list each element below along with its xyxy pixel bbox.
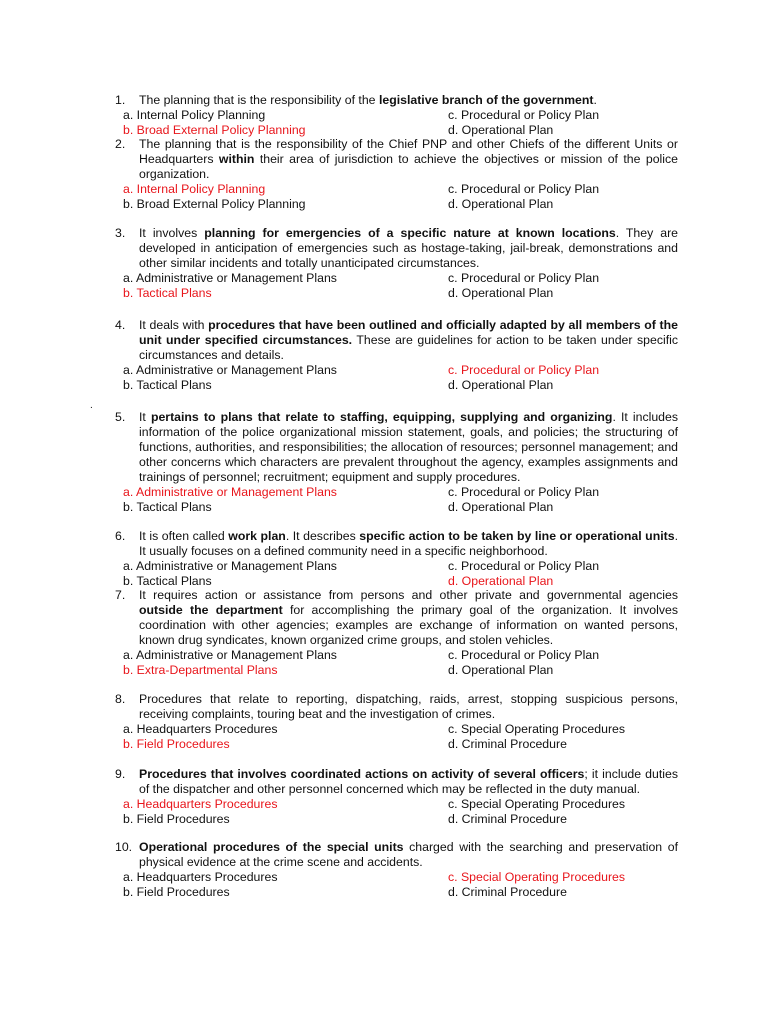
option-d: d. Operational Plan [448,123,554,137]
stem-text: It is often called [139,529,229,543]
option-c: c. Procedural or Policy Plan [448,648,600,662]
question-stem [139,137,678,182]
option-b: b. Tactical Plans [123,574,212,588]
option-d: d. Operational Plan [448,197,554,211]
question-number: 9. [115,767,126,781]
option-b: b. Field Procedures [123,885,230,899]
question-number: 6. [115,529,126,543]
question-7 [115,588,678,678]
stem-text: It deals with [139,318,209,332]
question-number: 2. [115,137,126,151]
stem-text: for accomplishing the primary goal of the organization. It involves coordination with other agencies; examples are exchange of information on wanted persons, known drug syndicates, known organized crime groups, and stolen vehicles. [139,603,678,647]
stem-text: The planning that is the responsibility of the Chief PNP and other Chiefs of the different Units or Headquarters [139,137,678,166]
question-9 [115,767,678,827]
stem-emphasis: pertains to plans that relate to staffing, equipping, supplying and organizing [150,410,613,424]
option-d: d. Operational Plan [448,500,554,514]
stem-text: It requires action or assistance from persons and other private and governmental agencies [139,588,678,602]
option-a: a. Headquarters Procedures [123,870,278,884]
question-10 [115,840,678,900]
stem-text: It involves [139,226,205,240]
stem-text: ; it include duties of the dispatcher and other personnel concerned which may be reflected in the duty manual. [139,767,678,796]
option-c: c. Special Operating Procedures [448,797,626,811]
stem-text: . It describes [285,529,360,543]
question-number: 10. [115,840,133,854]
option-d: d. Operational Plan [448,574,554,588]
question-number: 3. [115,226,126,240]
option-a: a. Headquarters Procedures [123,722,278,736]
stem-emphasis: work plan [228,529,286,543]
option-d: d. Criminal Procedure [448,812,567,826]
option-b: b. Tactical Plans [123,378,212,392]
stem-text: . [593,93,597,107]
option-b: b. Tactical Plans [123,500,212,514]
question-stem [139,588,678,648]
option-c: c. Special Operating Procedures [448,722,626,736]
option-a: a. Internal Policy Planning [123,182,266,196]
options [123,559,678,589]
option-b: b. Extra-Departmental Plans [123,663,278,677]
option-c: c. Procedural or Policy Plan [448,108,600,122]
option-d: d. Operational Plan [448,378,554,392]
question-2 [115,137,678,212]
question-1 [115,93,678,138]
option-b: b. Tactical Plans [123,286,212,300]
question-5 [115,410,678,515]
stem-emphasis: procedures that have been outlined and officially adapted by all members of the unit under specified circumstances. [139,318,678,347]
option-a: a. Administrative or Management Plans [123,648,337,662]
option-c: c. Procedural or Policy Plan [448,559,600,573]
stem-text: charged with the searching and preservation of physical evidence at the crime scene and accidents. [139,840,678,869]
option-c: c. Procedural or Policy Plan [448,363,600,377]
question-stem [139,767,678,797]
question-stem [139,93,678,108]
stem-emphasis: planning for emergencies of a specific nature at known locations [204,226,616,240]
question-stem [139,410,678,485]
question-number: 4. [115,318,126,332]
stem-emphasis: legislative branch of the government [378,93,594,107]
option-c: c. Procedural or Policy Plan [448,182,600,196]
question-stem [139,840,678,870]
option-b: b. Broad External Policy Planning [123,123,306,137]
stem-text: The planning that is the responsibility of the [139,93,379,107]
stem-text: These are guidelines for action to be taken under specific circumstances and details. [139,333,678,362]
option-a: a. Administrative or Management Plans [123,485,337,499]
question-stem [139,318,678,363]
option-a: a. Administrative or Management Plans [123,363,337,377]
question-6 [115,529,678,589]
stem-emphasis: specific action to be taken by line or operational units [359,529,675,543]
stem-emphasis: outside the department [139,603,283,617]
stem-text: . They are developed in anticipation of emergencies such as hostage-taking, jail-break, demonstrations and other similar incidents and totally unanticipated circumstances. [139,226,679,270]
question-number: 1. [115,93,126,107]
stray-mark: . [90,400,93,411]
stem-text: . It usually focuses on a defined community need in a specific neighborhood. [139,529,678,558]
options [123,870,678,900]
option-c: c. Special Operating Procedures [448,870,626,884]
option-c: c. Procedural or Policy Plan [448,485,600,499]
option-a: a. Administrative or Management Plans [123,271,337,285]
stem-text: Procedures that relate to reporting, dispatching, raids, arrest, stopping suspicious persons, receiving complaints, touring beat and the investigation of crimes. [139,692,678,721]
option-d: d. Operational Plan [448,663,554,677]
options [123,722,678,752]
question-number: 5. [115,410,126,424]
option-a: a. Headquarters Procedures [123,797,278,811]
question-stem [139,529,678,559]
options [123,271,678,301]
stem-text: their area of jurisdiction to achieve the objectives or mission of the police organization. [139,152,678,181]
option-d: d. Criminal Procedure [448,737,567,751]
options [123,648,678,678]
stem-text: It [139,410,151,424]
options [123,182,678,212]
option-a: a. Internal Policy Planning [123,108,266,122]
stem-emphasis: Procedures that involves coordinated actions on activity of several officers [139,767,585,781]
stem-emphasis: Operational procedures of the special units [139,840,404,854]
option-d: d. Operational Plan [448,286,554,300]
options [123,797,678,827]
question-8 [115,692,678,752]
options [123,485,678,515]
option-b: b. Broad External Policy Planning [123,197,306,211]
option-b: b. Field Procedures [123,737,230,751]
options [123,363,678,393]
question-number: 7. [115,588,126,602]
option-c: c. Procedural or Policy Plan [448,271,600,285]
stem-emphasis: within [218,152,255,166]
question-4 [115,318,678,393]
question-stem [139,692,678,722]
options [123,108,678,138]
stem-text: . It includes information of the police organizational mission statement, goals, and policies; the structuring of functions, authorities, and responsibilities; the allocation of resources; personnel management; and other concerns which characters are prevalent throughout the agency, examples assignments and trainings of personnel; recruitment; equipment and supply procedures. [139,410,679,484]
question-3 [115,226,678,301]
question-number: 8. [115,692,126,706]
option-a: a. Administrative or Management Plans [123,559,337,573]
option-d: d. Criminal Procedure [448,885,567,899]
question-stem [139,226,678,271]
option-b: b. Field Procedures [123,812,230,826]
